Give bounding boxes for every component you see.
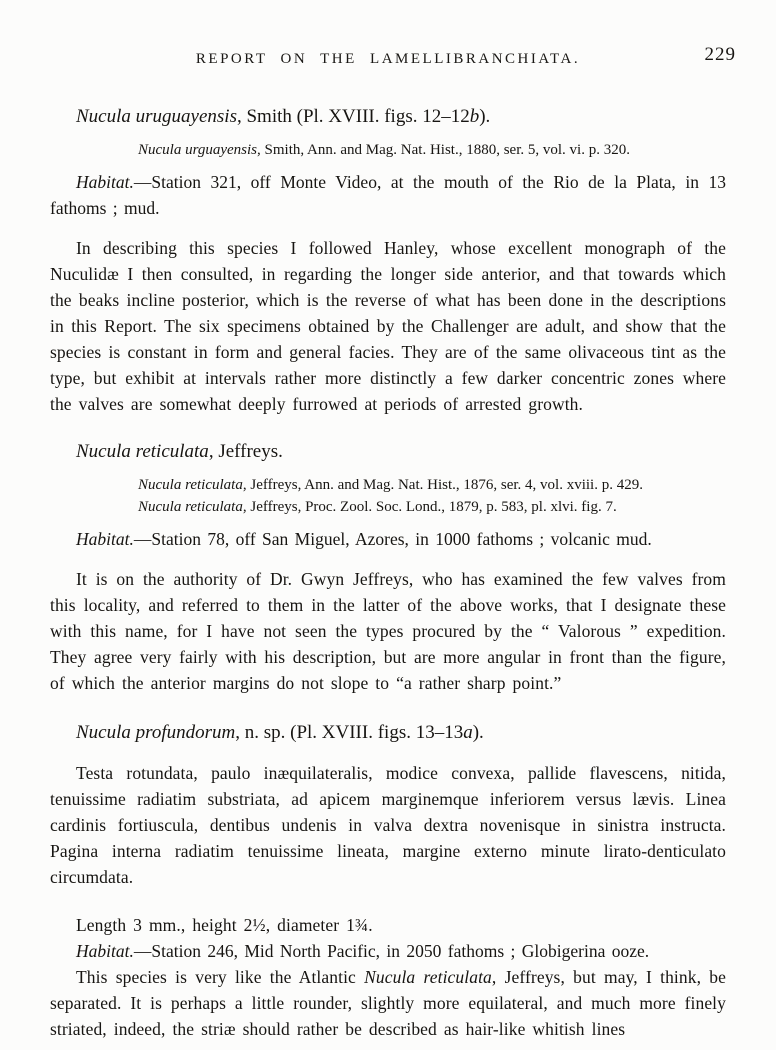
heading-close: ). (479, 106, 491, 127)
citation-species: Nucula reticulata (138, 477, 243, 493)
page-number: 229 (704, 44, 736, 65)
comparison-paragraph (50, 964, 726, 1042)
citation-line (138, 139, 726, 161)
figure-letter: a (463, 722, 473, 743)
description-paragraph: In describing this species I followed Hanley, whose excellent monograph of the Nuculidæ I then consulted, in regarding the longer side anterior, and that towards which the beaks incline posterior, which is the reverse of what has been done in the descriptions in this Report. The six specimens obtained by the Challenger are adult, and show that the species is constant in form and general facies. They are of the same olivaceous tint as the type, but exhibit at intervals rather more distinctly a few darker concentric zones where the valves are somewhat deeply furrowed at periods of arrested growth. (50, 238, 726, 414)
heading-close: ). (472, 722, 484, 743)
citation-species: Nucula reticulata (138, 499, 243, 515)
heading-authority: , n. sp. (Pl. XVIII. figs. 13–13 (235, 722, 464, 743)
synonymy-list (138, 474, 726, 518)
habitat-text: —Station 321, off Monte Video, at the mouth of the Rio de la Plata, in 13 fathoms ; mud. (50, 172, 726, 218)
comparison-post: , Jeffreys, but may, I think, be separated. It is perhaps a little rounder, slightly more equilateral, and much more finely striated, indeed, the striæ should rather be described as hair-like whitish lines (50, 967, 726, 1039)
species-heading (76, 104, 726, 130)
synonymy-list (138, 139, 726, 161)
latin-diagnosis-paragraph: Testa rotundata, paulo inæquilateralis, modice convexa, pallide flavescens, nitida, tenuissime radiatim substriata, ad apicem marginemque inferiorem versus lævis. Linea cardinis fortiuscula, dentibus undenis in valva dextra novenisque in sinistra instructa. Pagina interna radiatim tenuissime lineata, margine externo minute lirato-denticulato circumdata. (50, 763, 726, 887)
habitat-paragraph (50, 526, 726, 552)
section-nucula-profundorum (50, 720, 726, 1042)
citation-reference: , Jeffreys, Ann. and Mag. Nat. Hist., 1876, ser. 4, vol. xviii. p. 429. (242, 477, 643, 493)
habitat-label: Habitat. (76, 941, 134, 961)
habitat-paragraph (50, 169, 726, 221)
habitat-text: —Station 246, Mid North Pacific, in 2050 fathoms ; Globigerina ooze. (133, 941, 650, 961)
species-heading (76, 439, 726, 465)
heading-authority: , Jeffreys. (208, 441, 283, 462)
heading-authority: , Smith (Pl. XVIII. figs. 12–12 (236, 106, 470, 127)
measurements-line: Length 3 mm., height 2½, diameter 1¾. (76, 915, 373, 935)
habitat-text: —Station 78, off San Miguel, Azores, in 1000 fathoms ; volcanic mud. (133, 529, 652, 549)
running-title: REPORT ON THE LAMELLIBRANCHIATA. (195, 51, 581, 67)
section-nucula-uruguayensis (50, 104, 726, 417)
figure-letter: b (469, 106, 480, 127)
compared-species-name: Nucula reticulata (364, 967, 492, 987)
description-paragraph: It is on the authority of Dr. Gwyn Jeffreys, who has examined the few valves from this locality, and referred to them in the latter of the above works, that I designate these with this name, for I have not seen the types procured by the “ Valorous ” expedition. They agree very fairly with his description, but are more angular in front than the figure, of which the anterior margins do not slope to “a rather sharp point.” (50, 569, 726, 693)
section-nucula-reticulata (50, 439, 726, 696)
citation-line (138, 474, 726, 496)
page-header (50, 44, 736, 67)
habitat-label: Habitat. (76, 172, 134, 192)
citation-reference: , Smith, Ann. and Mag. Nat. Hist., 1880, ser. 5, vol. vi. p. 320. (257, 142, 630, 158)
species-name: Nucula reticulata (76, 441, 209, 462)
species-heading (76, 720, 726, 746)
comparison-pre: This species is very like the Atlantic (76, 967, 365, 987)
citation-line (138, 496, 726, 518)
citation-species: Nucula urguayensis (138, 142, 258, 158)
citation-reference: , Jeffreys, Proc. Zool. Soc. Lond., 1879, p. 583, pl. xlvi. fig. 7. (242, 499, 617, 515)
habitat-paragraph (50, 938, 726, 964)
species-name: Nucula profundorum (76, 722, 236, 743)
habitat-label: Habitat. (76, 529, 134, 549)
species-name: Nucula uruguayensis (76, 106, 237, 127)
